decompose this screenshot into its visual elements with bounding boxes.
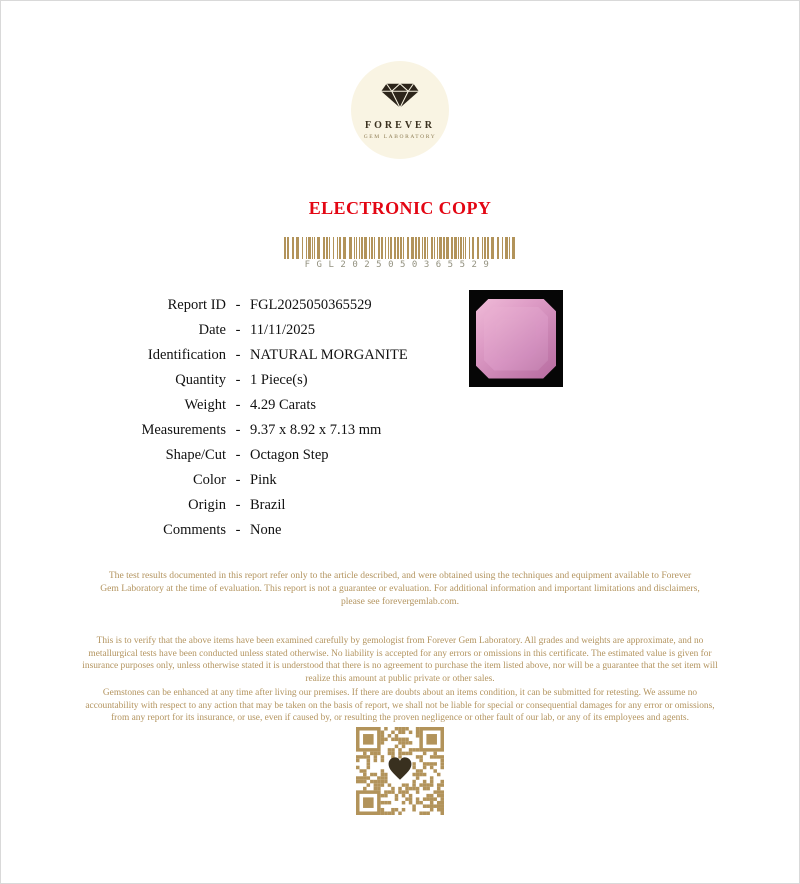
report-value: None xyxy=(250,522,282,538)
report-value: FGL2025050365529 xyxy=(250,297,372,313)
report-separator: - xyxy=(235,472,241,488)
barcode xyxy=(284,237,516,270)
lab-logo xyxy=(351,61,449,159)
gemstone-photo xyxy=(469,290,563,387)
report-separator: - xyxy=(235,322,241,338)
report-value: 4.29 Carats xyxy=(250,397,317,413)
report-value: Brazil xyxy=(250,497,286,513)
disclaimer-verification: This is to verify that the above items have been examined carefully by gemologist from Forever Gem Laboratory. All grades and weights are approximate, and no metallurgical tests have been conducted unless stated otherwise. No liability is accepted for any errors or omissions in this certificate. The estimated value is given for insurance purposes only, unless otherwise stated it is understood that there is no agreement to purchase the item listed above, nor will be a guarantee that the set item will realize this amount at public private or other sales. xyxy=(82,636,718,685)
report-label: Date xyxy=(198,322,226,338)
report-row xyxy=(61,493,490,518)
report-row xyxy=(61,318,490,343)
report-row xyxy=(61,393,490,418)
electronic-copy-title: ELECTRONIC COPY xyxy=(308,198,492,218)
report-separator: - xyxy=(235,297,241,313)
report-separator: - xyxy=(235,397,241,413)
report-label: Quantity xyxy=(175,372,226,388)
report-label: Origin xyxy=(188,497,226,513)
report-value: 9.37 x 8.92 x 7.13 mm xyxy=(250,422,382,438)
report-value: 1 Piece(s) xyxy=(250,372,308,388)
barcode-bars xyxy=(284,237,516,259)
barcode-text: FGL2025050365529 xyxy=(304,260,496,270)
qr-code-image xyxy=(356,727,444,815)
report-label: Color xyxy=(192,472,226,488)
report-separator: - xyxy=(235,522,241,538)
disclaimer-test-results: The test results documented in this report refer only to the article described, and were obtained using the techniques and equipment available to Forever Gem Laboratory at the time of evaluation. This report is not a guarantee or evaluation. For additional information and important limitations and disclaimers, please see forevergemlab.com. xyxy=(100,570,700,607)
lab-name: FOREVER xyxy=(365,120,435,131)
report-details-table xyxy=(61,293,490,543)
report-label: Comments xyxy=(163,522,226,538)
report-value: NATURAL MORGANITE xyxy=(250,347,408,363)
report-row xyxy=(61,518,490,543)
report-label: Identification xyxy=(147,347,226,363)
report-row xyxy=(61,468,490,493)
report-label: Shape/Cut xyxy=(165,447,226,463)
gemstone xyxy=(476,299,556,379)
report-row xyxy=(61,343,490,368)
diamond-icon xyxy=(377,80,423,115)
report-row xyxy=(61,293,490,318)
report-separator: - xyxy=(235,422,241,438)
qr-code xyxy=(356,727,444,815)
report-row xyxy=(61,443,490,468)
report-label: Report ID xyxy=(167,297,226,313)
report-separator: - xyxy=(235,372,241,388)
report-value: 11/11/2025 xyxy=(250,322,315,338)
report-row xyxy=(61,368,490,393)
report-label: Measurements xyxy=(141,422,226,438)
report-label: Weight xyxy=(184,397,226,413)
report-separator: - xyxy=(235,447,241,463)
disclaimer-enhancement: Gemstones can be enhanced at any time after living our premises. If there are doubts about an items condition, it can be submitted for retesting. We assume no accountability with respect to any action that may be taken on the basis of report, we shall not be liable for special or consequential damages for any error or omissions, from any report for its insurance, or use, even if caused by, or resulting the proven negligence or other fault of our lab, or any of its employees and agents. xyxy=(85,688,715,724)
report-separator: - xyxy=(235,347,241,363)
lab-subtitle: GEM LABORATORY xyxy=(363,134,437,140)
report-value: Octagon Step xyxy=(250,447,329,463)
report-separator: - xyxy=(235,497,241,513)
report-row xyxy=(61,418,490,443)
report-value: Pink xyxy=(250,472,277,488)
